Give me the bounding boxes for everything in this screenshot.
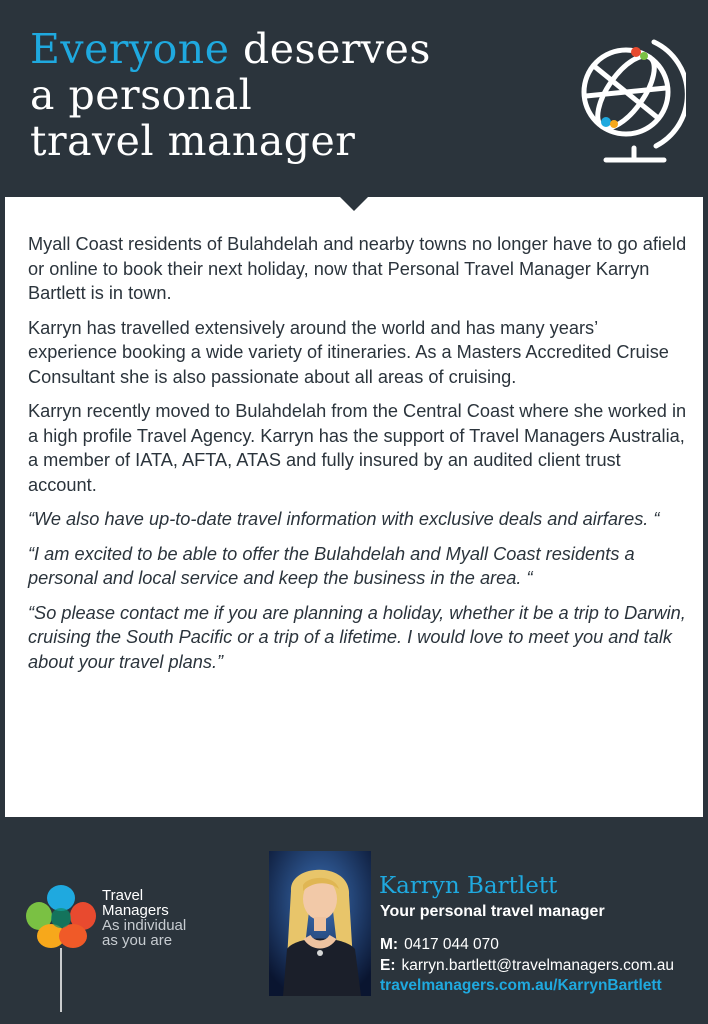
headline-rest: deserves <box>229 25 431 73</box>
card-notch <box>340 197 368 211</box>
quote: “I am excited to be able to offer the Bulahdelah and Myall Coast residents a personal and local service and keep the business in the area. “ <box>28 543 635 588</box>
contact-mobile <box>380 936 499 954</box>
paragraph: Myall Coast residents of Bulahdelah and nearby towns no longer have to go afield or online to book their next holiday, now that Personal Travel Manager Karryn Bartlett is in town. <box>28 234 687 303</box>
contact-name: Karryn Bartlett <box>379 873 558 899</box>
header-banner <box>0 0 708 197</box>
email-address[interactable]: karryn.bartlett@travelmanagers.com.au <box>401 957 674 974</box>
paragraph: Karryn recently moved to Bulahdelah from the Central Coast where she worked in a high profile Travel Agency. Karryn has the support of Travel Managers Australia, a member of IATA, AFTA, ATAS and fully insured by an audited client trust account. <box>28 401 687 495</box>
tagline-line-1: As individual <box>102 917 187 934</box>
website-link[interactable]: travelmanagers.com.au/KarrynBartlett <box>380 977 662 994</box>
headline-line-3: travel manager <box>30 117 356 165</box>
globe-icon <box>574 34 686 166</box>
brand-text <box>102 888 186 948</box>
brand-line-1: Travel <box>102 887 144 904</box>
quote: “We also have up-to-date travel information with exclusive deals and airfares. “ <box>28 509 660 529</box>
mobile-number[interactable]: 0417 044 070 <box>404 936 499 953</box>
paragraph: Karryn has travelled extensively around the world and has many years’ experience booking a wide variety of itineraries. As a Masters Accredited Cruise Consultant she is also passionate about all areas of cruising. <box>28 317 669 387</box>
headline <box>30 26 431 164</box>
headline-accent: Everyone <box>30 25 230 73</box>
headline-line-2: a personal <box>30 71 253 119</box>
contact-email <box>380 957 674 975</box>
article-body <box>28 232 690 684</box>
mobile-label: M: <box>380 936 399 953</box>
email-label: E: <box>380 957 396 974</box>
portrait-image <box>269 851 371 996</box>
brand-line-2: Managers <box>102 902 169 919</box>
quote: “So please contact me if you are planning a holiday, whether it be a trip to Darwin, cruising the South Pacific or a trip of a lifetime. I would love to meet you and talk about your travel plans.” <box>28 602 686 672</box>
tagline-line-2: as you are <box>102 932 173 949</box>
portrait-photo <box>269 851 371 996</box>
contact-role: Your personal travel manager <box>380 903 605 920</box>
